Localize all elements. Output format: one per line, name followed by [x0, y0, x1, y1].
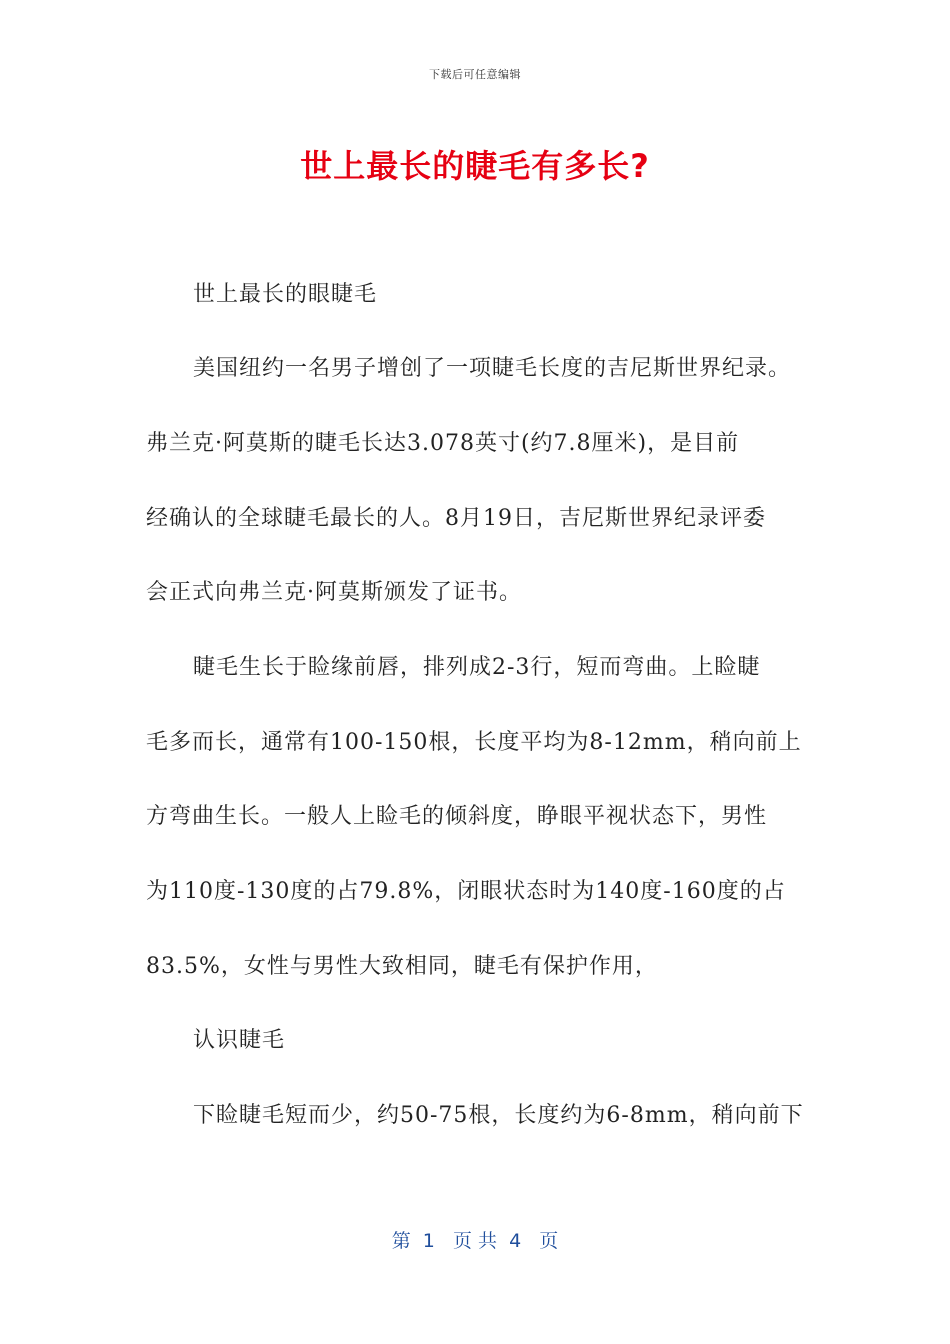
paragraph-line: 毛多而长，通常有100-150根，长度平均为8-12mm，稍向前上 [146, 730, 802, 755]
paragraph-line: 美国纽约一名男子增创了一项睫毛长度的吉尼斯世界纪录。 [193, 356, 792, 381]
paragraph-line: 为110度-130度的占79.8%，闭眼状态时为140度-160度的占 [146, 879, 786, 904]
paragraph-line: 经确认的全球睫毛最长的人。8月19日，吉尼斯世界纪录评委 [146, 506, 766, 531]
paragraph-heading: 认识睫毛 [193, 1028, 286, 1053]
page-footer: 第 1 页 共 4 页 [391, 1230, 559, 1252]
paragraph-line: 83.5%，女性与男性大致相同，睫毛有保护作用， [146, 954, 658, 979]
paragraph-line: 睫毛生长于睑缘前唇，排列成2-3行，短而弯曲。上睑睫 [193, 655, 761, 680]
paragraph-line: 方弯曲生长。一般人上睑毛的倾斜度，睁眼平视状态下，男性 [146, 804, 768, 829]
paragraph-line: 弗兰克·阿莫斯的睫毛长达3.078英寸(约7.8厘米)，是目前 [146, 431, 740, 456]
document-title: 世上最长的睫毛有多长? [300, 147, 650, 185]
paragraph-line: 下睑睫毛短而少，约50-75根，长度约为6-8mm，稍向前下 [193, 1103, 804, 1128]
paragraph-heading: 世上最长的眼睫毛 [193, 282, 378, 307]
paragraph-line: 会正式向弗兰克·阿莫斯颁发了证书。 [146, 580, 522, 605]
header-note: 下载后可任意编辑 [429, 68, 521, 81]
